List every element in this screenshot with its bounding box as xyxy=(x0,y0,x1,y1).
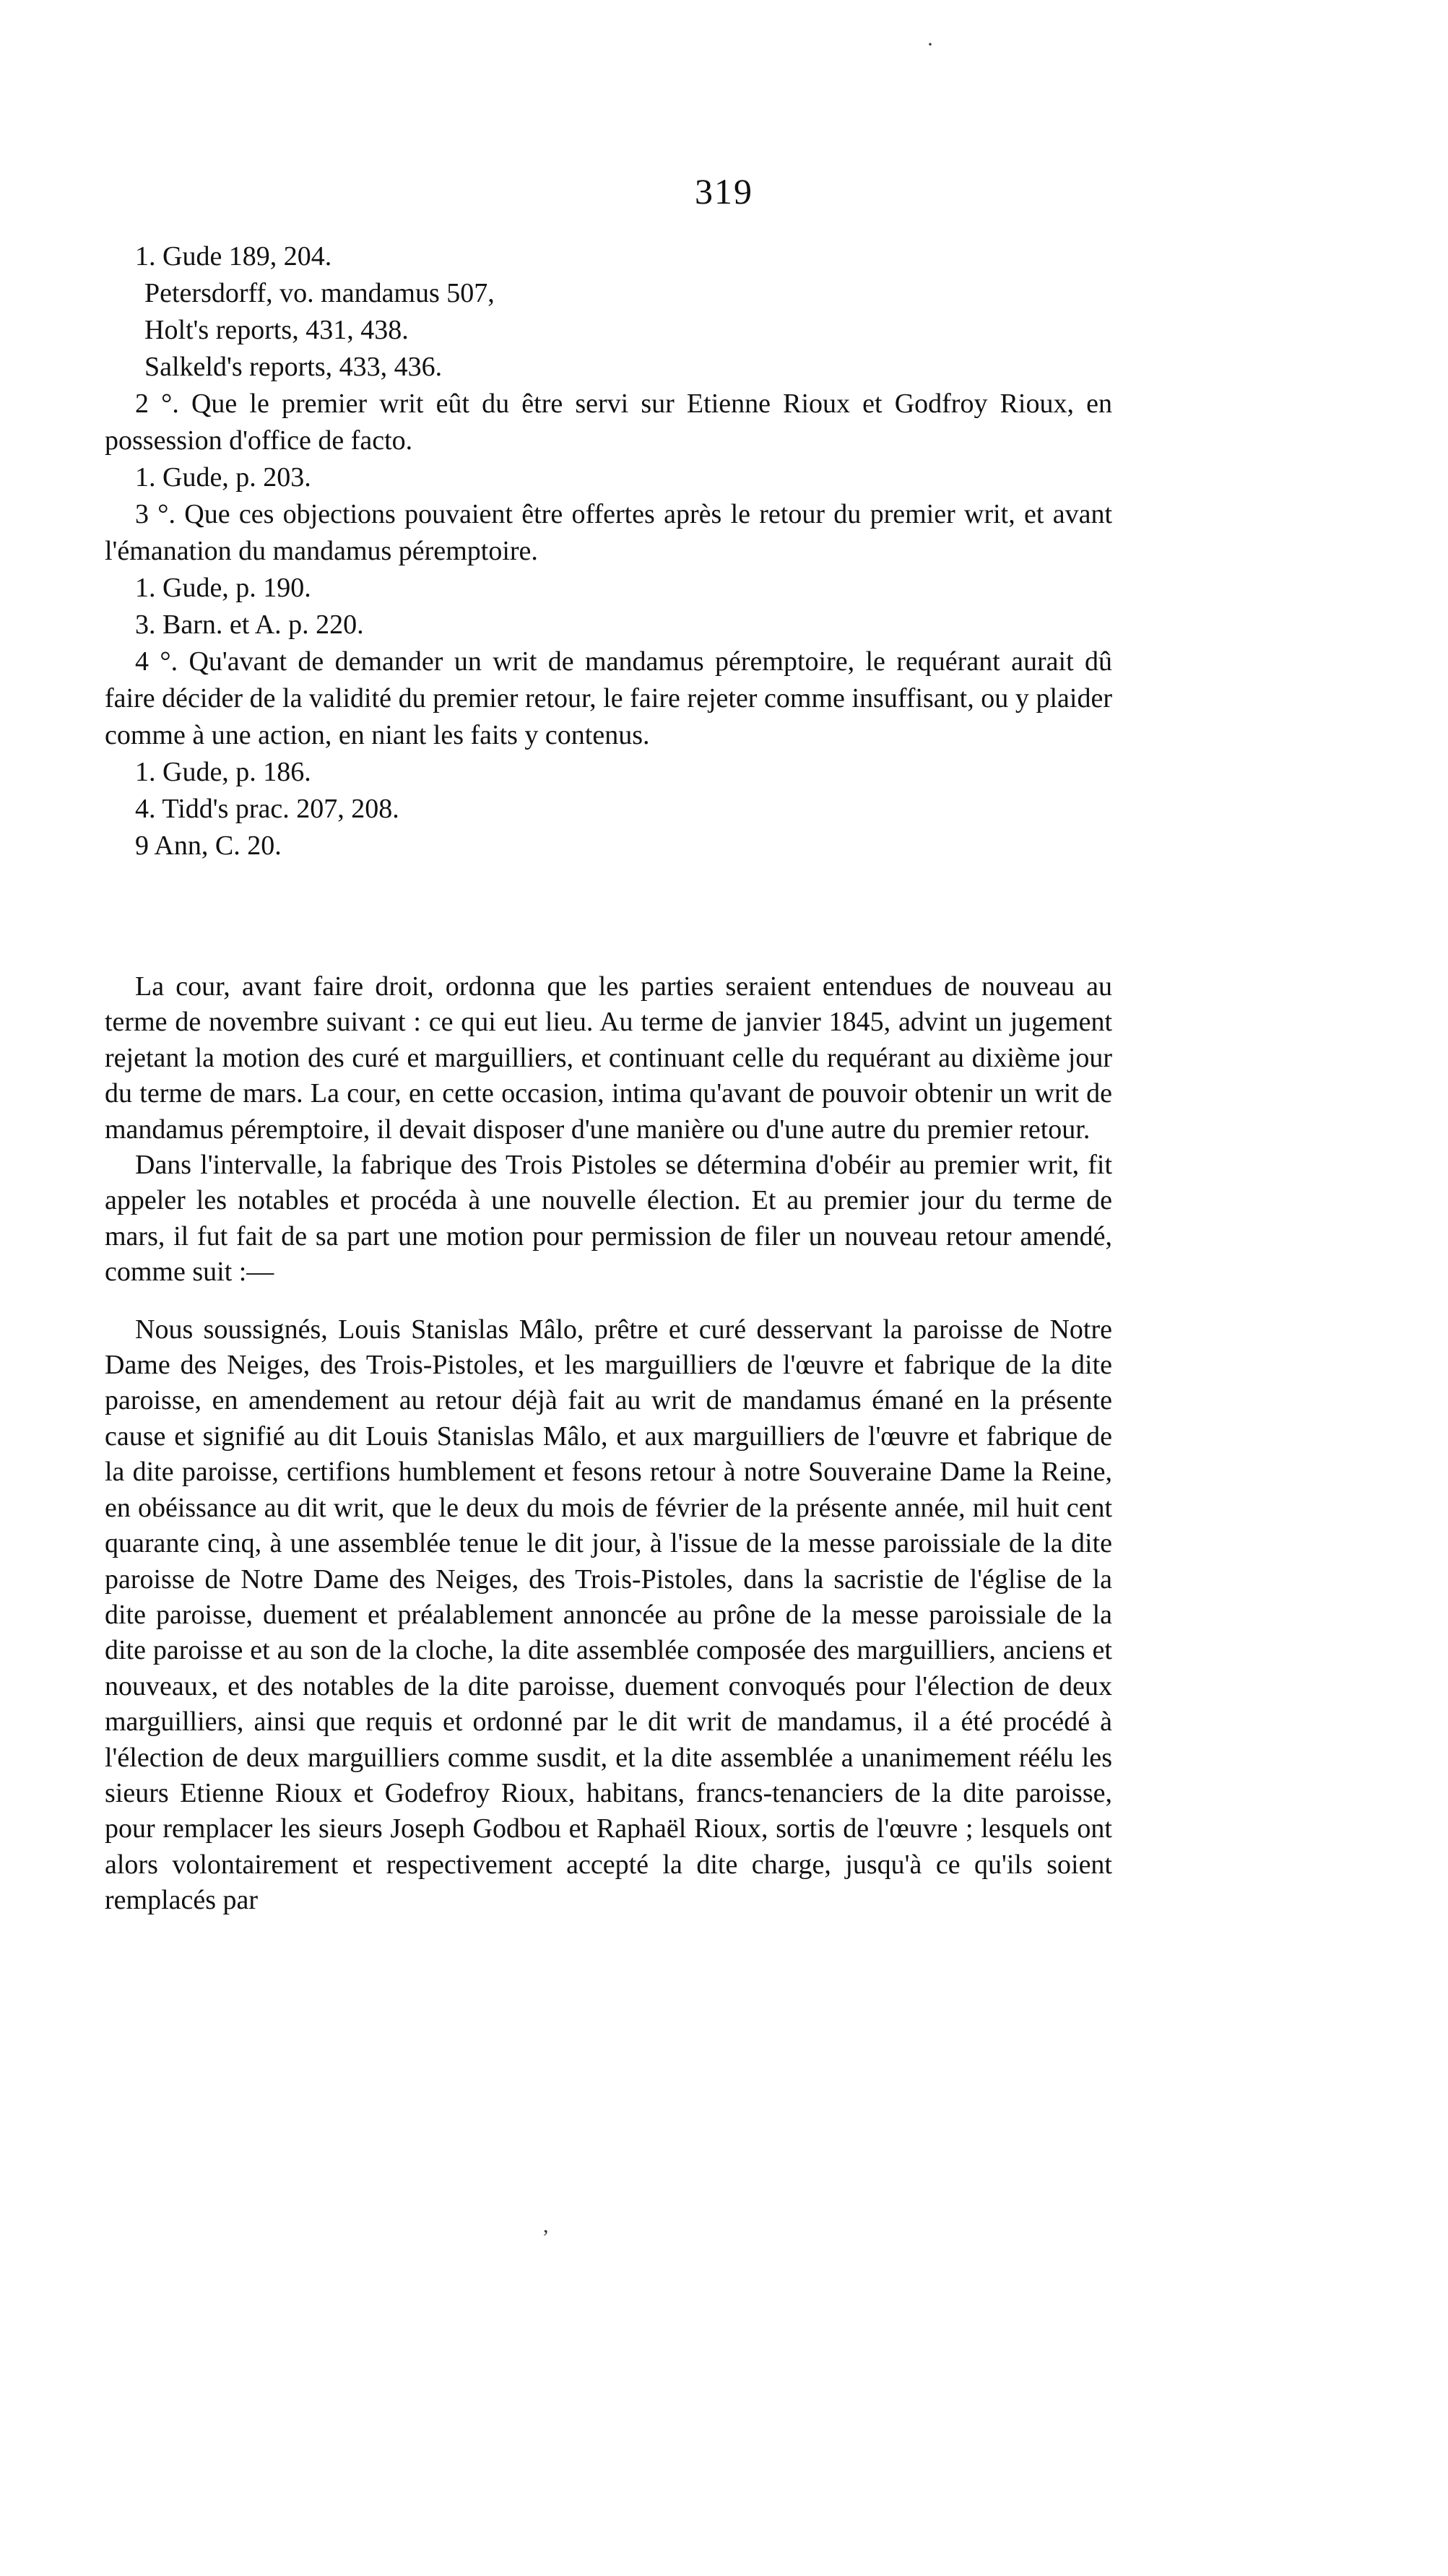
reference-line: 1. Gude, p. 203. xyxy=(135,462,311,493)
references-block xyxy=(105,238,1112,864)
objection-2: 2 °. Que le premier writ eût du être servi sur Etienne Rioux et Godfroy Rioux, en possession d'office de facto. xyxy=(105,389,1112,456)
objection-3: 3 °. Que ces objections pouvaient être offertes après le retour du premier writ, et avant l'émanation du mandamus péremptoire. xyxy=(105,499,1112,566)
reference-line: 9 Ann, C. 20. xyxy=(135,831,282,861)
paragraph: Dans l'intervalle, la fabrique des Trois Pistoles se détermina d'obéir au premier writ, fit appeler les notables et procéda à une nouvelle élection. Et au premier jour du terme de mars, il fut fait de sa part une motion pour permission de filer un nouveau retour amendé, comme suit :— xyxy=(105,1150,1112,1288)
reference-line: Petersdorff, vo. mandamus 507, xyxy=(144,278,495,308)
paragraph: Nous soussignés, Louis Stanislas Mâlo, prêtre et curé desservant la paroisse de Notre Dame des Neiges, des Trois-Pistoles, et les marguilliers de l'œuvre et fabrique de la dite paroisse, en amendement au retour déjà fait au writ de mandamus émané en la présente cause et signifié au dit Louis Stanislas Mâlo, et aux marguilliers de l'œuvre et fabrique de la dite paroisse, certifions humblement et fesons retour à notre Souveraine Dame la Reine, en obéissance au dit writ, que le deux du mois de février de la présente année, mil huit cent quarante cinq, à une assemblée tenue le dit jour, à l'issue de la messe paroissiale de la dite paroisse de Notre Dame des Neiges, des Trois-Pistoles, dans la sacristie de l'église de la dite paroisse, duement et préalablement annoncée au prône de la messe paroissiale de la dite paroisse et au son de la cloche, la dite assemblée composée des marguilliers, anciens et nouveaux, et des notables de la dite paroisse, duement convoqués pour l'élection de deux marguilliers, ainsi que requis et ordonné par le dit writ de mandamus, il a été procédé à l'élection de deux marguilliers comme susdit, et la dite assemblée a unanimement réélu les sieurs Etienne Rioux et Godefroy Rioux, habitans, francs-tenanciers de la dite paroisse, pour remplacer les sieurs Joseph Godbou et Raphaël Rioux, sortis de l'œuvre ; lesquels ont alors volontairement et respectivement accepté la dite charge, jusqu'à ce qu'ils soient remplacés par xyxy=(105,1314,1112,1916)
reference-line: Salkeld's reports, 433, 436. xyxy=(144,352,443,382)
paragraph: La cour, avant faire droit, ordonna que les parties seraient entendues de nouveau au terme de novembre suivant : ce qui eut lieu. Au terme de janvier 1845, advint un jugement rejetant la motion des curé et marguilliers, et continuant celle du requérant au dixième jour du terme de mars. La cour, en cette occasion, intima qu'avant de pouvoir obtenir un writ de mandamus péremptoire, il devait disposer d'une manière ou d'une autre du premier retour. xyxy=(105,971,1112,1145)
page-number: 319 xyxy=(695,171,753,212)
reference-line: 1. Gude, p. 190. xyxy=(135,573,311,603)
reference-line: Holt's reports, 431, 438. xyxy=(144,315,409,345)
reference-line: 4. Tidd's prac. 207, 208. xyxy=(135,794,399,824)
scan-speck: , xyxy=(543,2213,549,2237)
scan-speck: · xyxy=(927,32,934,56)
reference-line: 1. Gude 189, 204. xyxy=(135,241,332,272)
objection-4: 4 °. Qu'avant de demander un writ de mandamus péremptoire, le requérant aurait dû faire décider de la validité du premier retour, le faire rejeter comme insuffisant, ou y plaider comme à une action, en niant les faits y contenus. xyxy=(105,646,1112,750)
reference-line: 3. Barn. et A. p. 220. xyxy=(135,610,364,640)
main-text xyxy=(105,969,1112,1919)
reference-line: 1. Gude, p. 186. xyxy=(135,757,311,787)
